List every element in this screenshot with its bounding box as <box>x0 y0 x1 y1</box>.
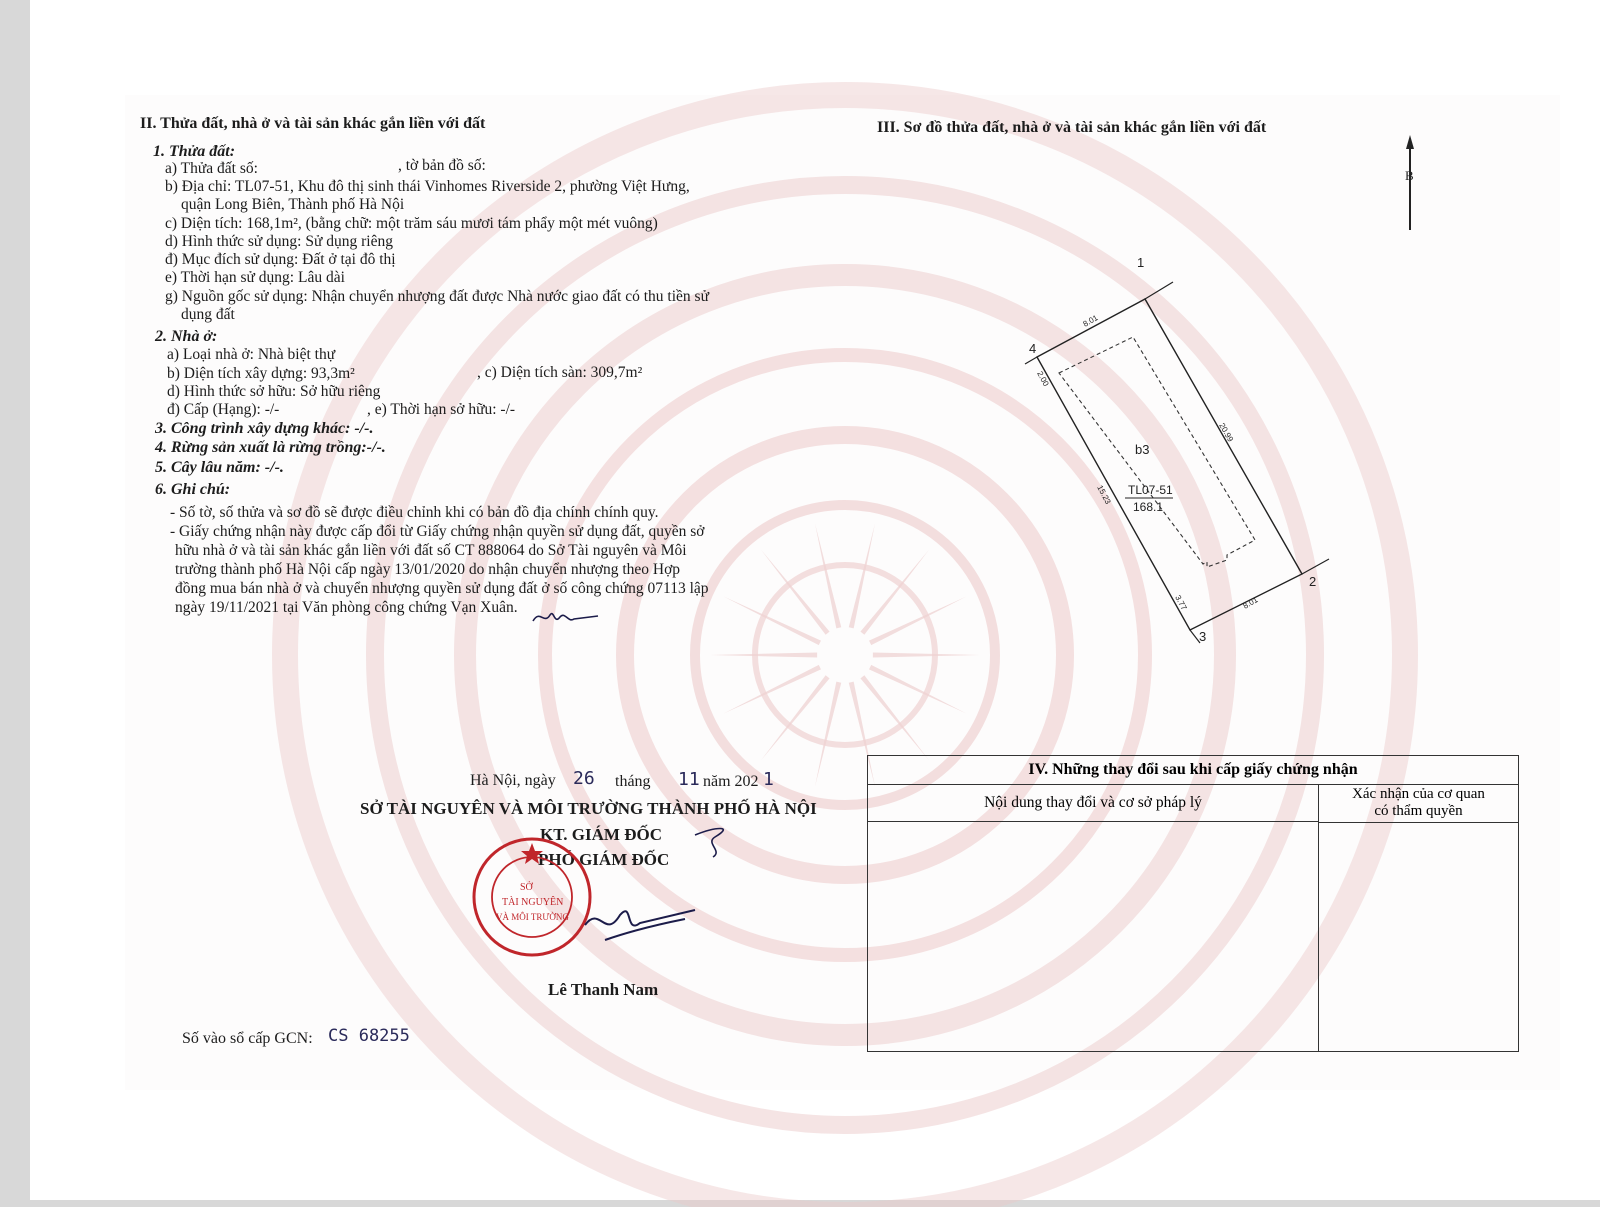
perennial-trees: 5. Cây lâu năm: -/-. <box>155 459 284 476</box>
land-address-line2: quận Long Biên, Thành phố Hà Nội <box>181 196 405 213</box>
point-1: 1 <box>1137 255 1145 270</box>
production-forest: 4. Rừng sản xuất là rừng trồng:-/-. <box>155 439 386 456</box>
register-label: Số vào sổ cấp GCN: <box>182 1030 313 1047</box>
land-use-form: d) Hình thức sử dụng: Sử dụng riêng <box>165 233 393 250</box>
watermark-star-ray <box>873 652 980 657</box>
register-number: CS 68255 <box>328 1026 410 1046</box>
date-month-label: tháng <box>615 773 651 790</box>
note-2-line4: đồng mua bán nhà ở và chuyển nhượng quyền sử dụng đất ở số công chứng 07113 lập <box>175 580 709 597</box>
dim-bottom: 8.01 <box>1241 595 1260 611</box>
house-ownership-form: d) Hình thức sở hữu: Sở hữu riêng <box>167 383 381 400</box>
land-number: a) Thửa đất số: <box>165 160 258 177</box>
house-heading: 2. Nhà ở: <box>155 328 218 345</box>
dim-right: 20.99 <box>1217 421 1236 444</box>
land-use-term: e) Thời hạn sử dụng: Lâu dài <box>165 269 345 286</box>
land-heading: 1. Thửa đất: <box>153 143 236 160</box>
house-ownership-term: , e) Thời hạn sở hữu: -/- <box>367 401 516 418</box>
note-2-line2: hữu nhà ở và tài sản khác gắn liền với đất số CT 888064 do Sở Tài nguyên và Môi <box>175 542 687 559</box>
section4-title: IV. Những thay đổi sau khi cấp giấy chứng nhận <box>868 756 1518 785</box>
svg-text:SỞ: SỞ <box>520 882 533 893</box>
svg-text:VÀ MÔI TRƯỜNG: VÀ MÔI TRƯỜNG <box>496 912 569 922</box>
north-label: B <box>1405 168 1414 183</box>
date-prefix: Hà Nội, ngày <box>470 772 556 789</box>
land-origin: g) Nguồn gốc sử dụng: Nhận chuyển nhượng đất được Nhà nước giao đất có thu tiền sử <box>165 288 709 305</box>
watermark-star-ray <box>761 675 830 760</box>
director-signature <box>545 815 745 965</box>
land-origin-line2: dụng đất <box>181 306 235 323</box>
parcel-area: 168.1 <box>1133 500 1164 514</box>
note-initials-signature <box>530 605 600 629</box>
block-label: b3 <box>1135 442 1150 457</box>
point-3: 3 <box>1199 629 1207 644</box>
house-floor-area: , c) Diện tích sàn: 309,7m² <box>477 364 643 381</box>
kt-director: KT. GIÁM ĐỐC <box>540 825 662 844</box>
land-use-purpose: đ) Mục đích sử dụng: Đất ở tại đô thị <box>165 251 396 268</box>
dim-top: 8.01 <box>1081 313 1100 329</box>
notes-heading: 6. Ghi chú: <box>155 481 231 498</box>
watermark-star-ray <box>849 523 875 628</box>
parcel-diagram <box>995 135 1555 644</box>
note-1: - Số tờ, số thửa và sơ đồ sẽ được điều chỉnh khi có bản đồ địa chính chính quy. <box>170 504 659 521</box>
watermark-star-ray <box>761 549 830 634</box>
point-2: 2 <box>1309 574 1317 589</box>
dim-left: 15.23 <box>1095 483 1113 506</box>
house-grade: đ) Cấp (Hạng): -/- <box>167 401 280 418</box>
svg-text:TÀI NGUYÊN: TÀI NGUYÊN <box>502 897 564 908</box>
certificate-page <box>125 95 1560 1090</box>
date-month: 11 <box>678 769 700 790</box>
watermark-star-ray <box>815 523 841 628</box>
agency-name: SỞ TÀI NGUYÊN VÀ MÔI TRƯỜNG THÀNH PHỐ HÀ NỘI <box>360 799 817 818</box>
screenshot-background <box>30 0 1600 1200</box>
watermark-star-ray <box>710 652 817 657</box>
land-area: c) Diện tích: 168,1m², (bằng chữ: một trăm sáu mươi tám phẩy một mét vuông) <box>165 215 658 232</box>
point-4: 4 <box>1029 341 1037 356</box>
signer-name: Lê Thanh Nam <box>548 980 659 999</box>
note-2-line5: ngày 19/11/2021 tại Văn phòng công chứng Vạn Xuân. <box>175 599 518 616</box>
map-sheet-number: , tờ bản đồ số: <box>398 157 486 174</box>
changes-column-confirmation <box>1319 785 1518 823</box>
land-address: b) Địa chỉ: TL07-51, Khu đô thị sinh thái Vinhomes Riverside 2, phường Việt Hưng, <box>165 178 690 195</box>
date-year-label: năm 202 <box>703 773 759 790</box>
date-day: 26 <box>573 768 595 789</box>
changes-table <box>867 755 1519 1052</box>
dim-lower-left: 3.77 <box>1173 593 1189 612</box>
house-type: a) Loại nhà ở: Nhà biệt thự <box>167 346 336 363</box>
table-divider <box>1318 822 1319 1052</box>
note-2-line3: trường thành phố Hà Nội cấp ngày 13/01/2020 do nhận chuyển nhượng theo Hợp <box>175 561 681 578</box>
house-build-area: b) Diện tích xây dựng: 93,3m² <box>167 365 355 382</box>
section2-title: II. Thửa đất, nhà ở và tài sản khác gắn liền với đất <box>140 115 486 132</box>
dim-upper-left: 2.00 <box>1035 369 1051 388</box>
section3-title: III. Sơ đồ thửa đất, nhà ở và tài sản khác gắn liền với đất <box>877 119 1267 136</box>
parcel-code: TL07-51 <box>1128 483 1173 497</box>
watermark-star-ray <box>860 675 929 760</box>
watermark-star-ray <box>860 549 929 634</box>
confirmation-line2: có thẩm quyền <box>1374 803 1463 819</box>
date-year-digit: 1 <box>763 769 774 790</box>
confirmation-line1: Xác nhận của cơ quan <box>1352 786 1485 802</box>
note-2-line1: - Giấy chứng nhận này được cấp đổi từ Giấy chứng nhận quyền sử dụng đất, quyền sở <box>170 523 705 540</box>
changes-column-content: Nội dung thay đổi và cơ sở pháp lý <box>868 785 1319 822</box>
watermark-star-ray <box>815 682 841 787</box>
other-construction: 3. Công trình xây dựng khác: -/-. <box>155 420 374 437</box>
deputy-director-title: PHÓ GIÁM ĐỐC <box>538 850 670 869</box>
